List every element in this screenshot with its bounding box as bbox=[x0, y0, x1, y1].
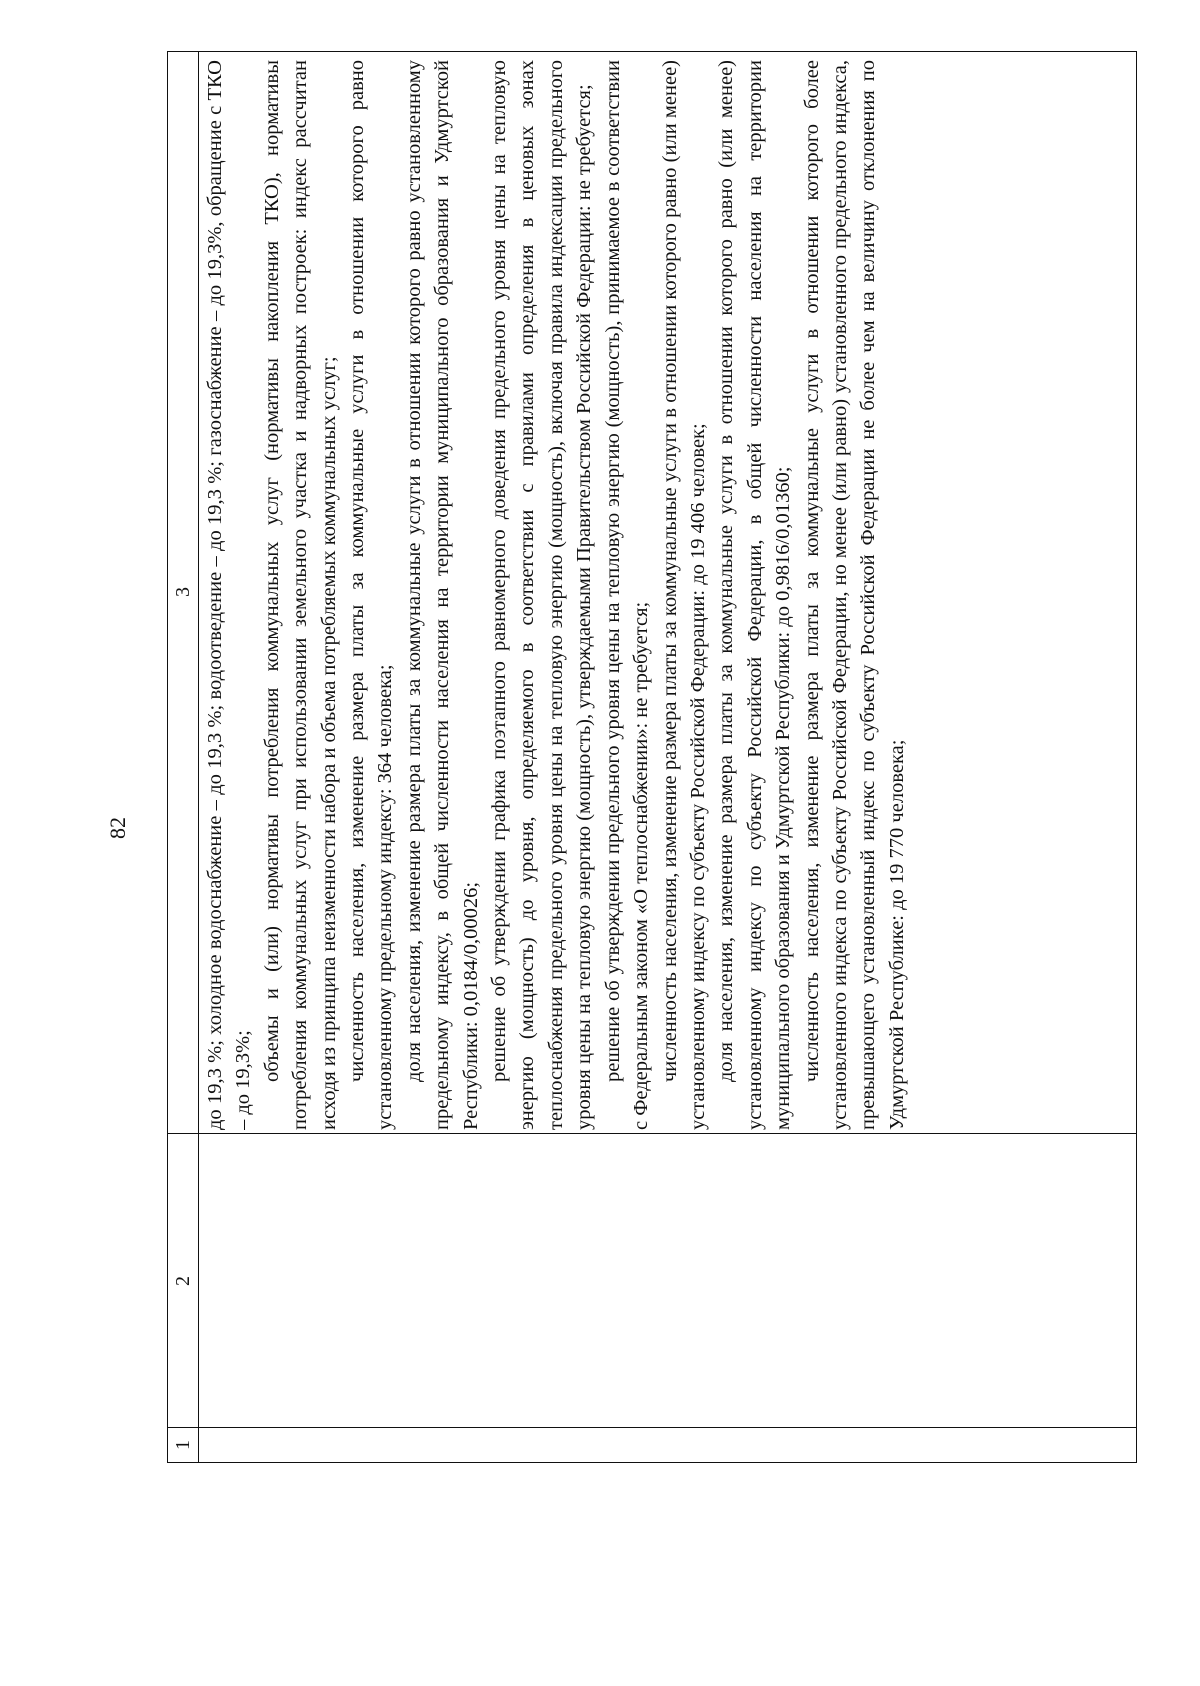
column-divider-2 bbox=[168, 1133, 1136, 1134]
column-3-text bbox=[201, 60, 1133, 1130]
header-cell-3: 3 bbox=[172, 587, 194, 597]
table-paragraph: до 19,3 %; холодное водоснабжение – до 19,3 %; водоотведение – до 19,3 %; газоснабжение – до 19,3%, обращение с ТКО – до 19,3%; bbox=[204, 60, 255, 1130]
table-paragraph: решение об утверждении графика поэтапного равномерного доведения предельного уровня цены на тепловую энергию (мощность) до уровня, определяемого в соответствии с правилами определения в ценовых зонах теплоснабжения предельного уровня цены на тепловую энергию (мощность), включая правила индексации предельного уровня цены на тепловую энергию (мощность), утверждаемыми Правительством Российской Федерации: не требуется; bbox=[488, 60, 596, 1130]
table-paragraph: численность населения, изменение размера платы за коммунальные услуги в отношении которого более установленного индекса по субъекту Российской Федерации, но менее (или равно) установленного предельного индекса, превышающего установленный индекс по субъекту Российской Федерации не более чем на величину отклонения по Удмуртской Республике: до 19 770 человека; bbox=[800, 60, 908, 1130]
table-rotated-body bbox=[167, 51, 1137, 1463]
column-divider-1 bbox=[168, 1427, 1136, 1428]
header-cell-1: 1 bbox=[172, 1440, 194, 1450]
table-paragraph: решение об утверждении предельного уровня цены на тепловую энергию (мощность), принимаемое в соответствии с Федеральным законом «О теплоснабжении»: не требуется; bbox=[601, 60, 653, 1130]
header-cell-2: 2 bbox=[172, 1276, 194, 1286]
table-paragraph: численность населения, изменение размера платы за коммунальные услуги в отношении которого равно (или менее) установленному индексу по субъекту Российской Федерации: до 19 406 человек; bbox=[658, 60, 709, 1130]
page-number: 82 bbox=[105, 817, 130, 839]
table-paragraph: объемы и (или) нормативы потребления коммунальных услуг (нормативы накопления ТКО), нормативы потребления коммунальных услуг при использовании земельного участка и надворных построек: индекс рассчитан исходя из принципа неизменности набора и объема потребляемых коммунальных услуг; bbox=[260, 60, 340, 1130]
table bbox=[167, 51, 1137, 1463]
table-paragraph: доля населения, изменение размера платы за коммунальные услуги в отношении которого равно установленному предельному индексу, в общей численности населения на территории муниципального образования и Удмуртской Республики: 0,0184/0,00026; bbox=[402, 60, 482, 1130]
table-paragraph: численность населения, изменение размера платы за коммунальные услуги в отношении которого равно установленному предельному индексу: 364 человека; bbox=[346, 60, 397, 1130]
table-paragraph: доля населения, изменение размера платы за коммунальные услуги в отношении которого равно (или менее) установленному индексу по субъекту Российской Федерации, в общей численности населения на территории муниципального образования и Удмуртской Республики: до 0,9816/0,01360; bbox=[715, 60, 795, 1130]
table-header-row bbox=[168, 52, 199, 1462]
